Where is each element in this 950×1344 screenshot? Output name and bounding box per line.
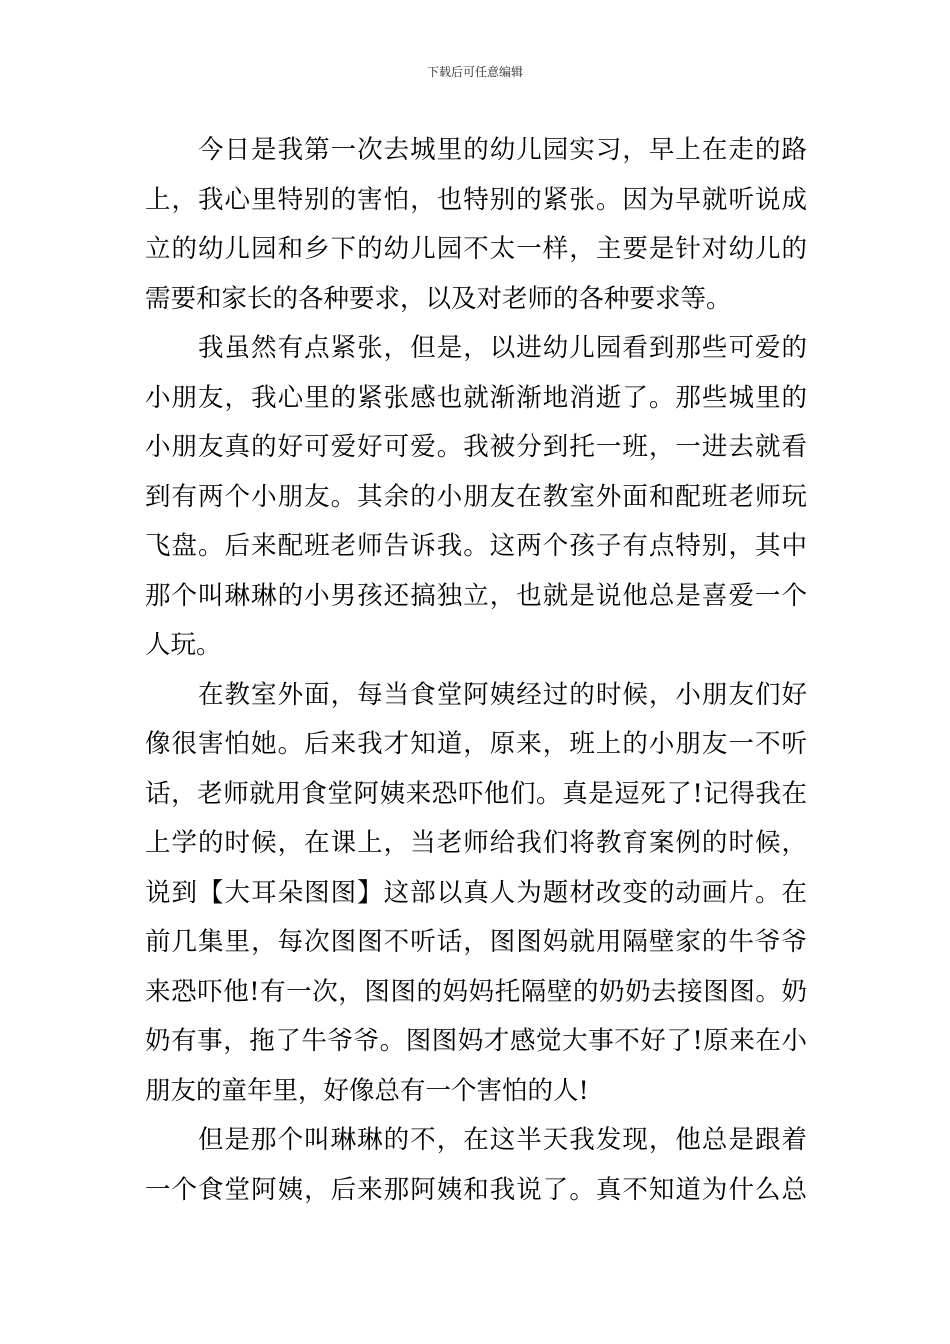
paragraph-4-line-2: 一个食堂阿姨，后来那阿姨和我说了。真不知道为什么总 [145, 1174, 807, 1205]
paragraph-3-line-3: 话，老师就用食堂阿姨来恐吓他们。真是逗死了!记得我在 [145, 778, 807, 809]
paragraph-2-line-1: 我虽然有点紧张，但是，以进幼儿园看到那些可爱的 [198, 333, 807, 363]
paragraph-3-line-1: 在教室外面，每当食堂阿姨经过的时候，小朋友们好 [198, 679, 807, 710]
paragraph-3-line-2: 像很害怕她。后来我才知道，原来，班上的小朋友一不听 [145, 729, 807, 759]
paragraph-3-line-8: 奶有事，拖了牛爷爷。图图妈才感觉大事不好了!原来在小 [145, 1026, 807, 1056]
paragraph-2-line-5: 飞盘。后来配班老师告诉我。这两个孩子有点特别，其中 [145, 531, 807, 561]
paragraph-3-line-9: 朋友的童年里，好像总有一个害怕的人! [145, 1075, 589, 1106]
paragraph-1-line-1: 今日是我第一次去城里的幼儿园实习，早上在走的路 [198, 135, 807, 165]
paragraph-2-line-7: 人玩。 [145, 630, 222, 660]
paragraph-3-line-6: 前几集里，每次图图不听话，图图妈就用隔壁家的牛爷爷 [145, 927, 807, 957]
paragraph-1-line-4: 需要和家长的各种要求，以及对老师的各种要求等。 [145, 283, 732, 314]
paragraph-2-line-6: 那个叫琳琳的小男孩还搞独立，也就是说他总是喜爱一个 [145, 580, 807, 611]
paragraph-2-line-4: 到有两个小朋友。其余的小朋友在教室外面和配班老师玩 [145, 481, 807, 512]
paragraph-3-line-7: 来恐吓他!有一次，图图的妈妈托隔壁的奶奶去接图图。奶 [145, 976, 807, 1007]
paragraph-2-line-3: 小朋友真的好可爱好可爱。我被分到托一班，一进去就看 [145, 432, 807, 462]
paragraph-4-line-1: 但是那个叫琳琳的不，在这半天我发现，他总是跟着 [198, 1125, 807, 1155]
document-body [145, 126, 807, 1215]
paragraph-2-line-2: 小朋友，我心里的紧张感也就渐渐地消逝了。那些城里的 [145, 382, 807, 413]
paragraph-3-line-5: 说到【大耳朵图图】这部以真人为题材改变的动画片。在 [145, 877, 807, 908]
paragraph-1-line-2: 上，我心里特别的害怕，也特别的紧张。因为早就听说成 [145, 184, 807, 215]
page-header: 下载后可任意编辑 [426, 65, 523, 79]
paragraph-3-line-4: 上学的时候，在课上，当老师给我们将教育案例的时候， [145, 828, 807, 858]
paragraph-1-line-3: 立的幼儿园和乡下的幼儿园不太一样，主要是针对幼儿的 [145, 234, 807, 264]
